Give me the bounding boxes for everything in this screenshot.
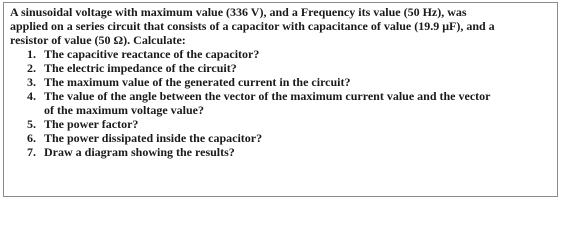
question-item — [27, 117, 551, 131]
question-text — [44, 131, 262, 145]
question-text-line: The power factor? — [44, 117, 139, 131]
question-item — [27, 47, 551, 61]
question-number: 7. — [27, 145, 36, 159]
problem-statement — [10, 5, 551, 47]
question-text-line: The maximum value of the generated current in the circuit? — [44, 75, 351, 89]
question-text — [44, 117, 138, 131]
question-text — [44, 89, 490, 117]
question-text — [44, 145, 235, 159]
question-number: 4. — [27, 89, 36, 103]
question-text-line: The value of the angle between the vector of the maximum current value and the vector — [44, 89, 491, 103]
question-number: 5. — [27, 117, 36, 131]
question-number: 3. — [27, 75, 36, 89]
question-item — [27, 75, 551, 89]
problem-statement-line: resistor of value (50 Ω). Calculate: — [10, 33, 186, 47]
question-text — [44, 47, 259, 61]
question-item — [27, 131, 551, 145]
problem-statement-line: A sinusoidal voltage with maximum value (336 V), and a Frequency its value (50 Hz), was — [10, 5, 467, 19]
question-list — [10, 47, 551, 159]
question-text — [44, 61, 237, 75]
question-text-line: Draw a diagram showing the results? — [44, 145, 235, 159]
question-text-line: of the maximum voltage value? — [44, 103, 204, 117]
question-item — [27, 89, 551, 117]
question-text — [44, 75, 351, 89]
question-number: 6. — [27, 131, 36, 145]
question-item — [27, 61, 551, 75]
question-text-line: The power dissipated inside the capacitor? — [44, 131, 263, 145]
problem-box — [3, 2, 558, 197]
question-text-line: The capacitive reactance of the capacitor? — [44, 47, 260, 61]
question-number: 2. — [27, 61, 36, 75]
question-number: 1. — [27, 47, 36, 61]
question-item — [27, 145, 551, 159]
problem-statement-line: applied on a series circuit that consists of a capacitor with capacitance of value (19.9 μF), and a — [10, 19, 495, 33]
question-text-line: The electric impedance of the circuit? — [44, 61, 237, 75]
